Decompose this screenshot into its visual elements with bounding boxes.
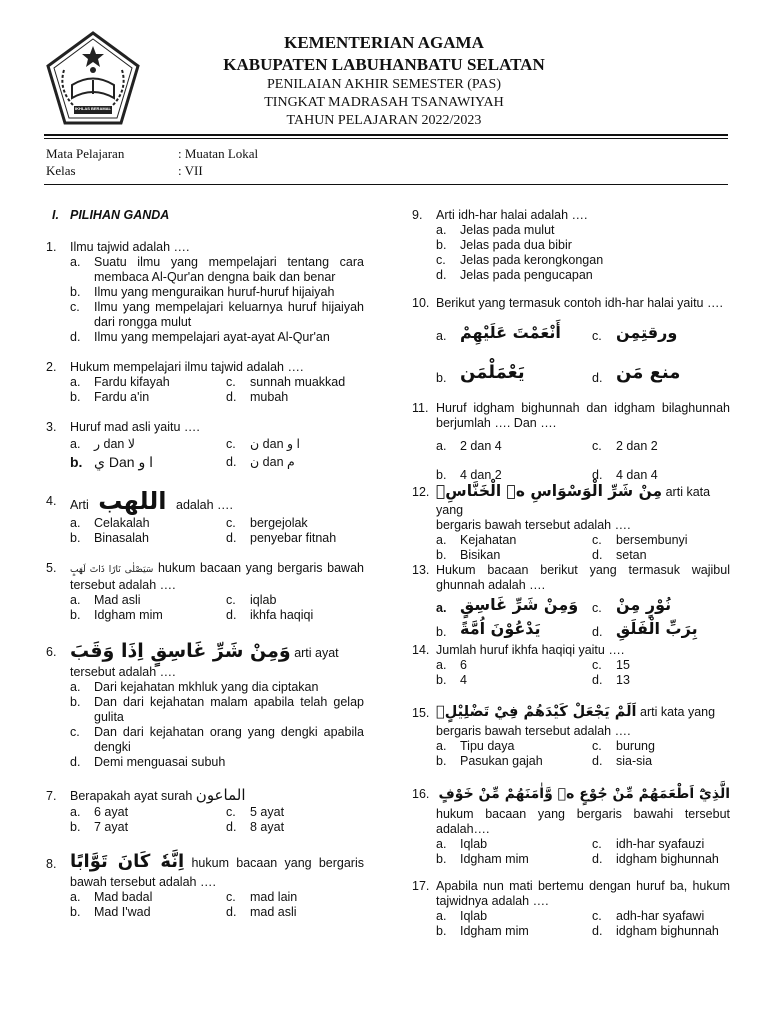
section-heading <box>46 208 364 223</box>
option-a[interactable]: a. Iqlab <box>436 909 488 923</box>
question-3: 3. Huruf mad asli yaitu …. a. ر dan لا c. ن dan ا و b. ي Dan ا و d. ن dan م <box>46 420 364 470</box>
option-b[interactable]: b. Fardu a'in <box>70 390 150 404</box>
option-a[interactable]: a. Dari kejahatan mkhluk yang dia ciptakan <box>70 680 319 694</box>
question-text: hukum bacaan yang bergaris bawahi tersebut adalah…. <box>436 807 730 836</box>
question-text: Hukum mempelajari ilmu tajwid adalah …. <box>70 360 304 374</box>
question-text: Huruf idgham bighunnah dan idgham bilaghunnah berjumlah …. Dan …. <box>436 401 730 430</box>
option-c[interactable]: c. Jelas pada kerongkongan <box>436 253 604 267</box>
option-b[interactable]: b. Binasalah <box>70 531 149 545</box>
option-b[interactable]: b. Idgham mim <box>70 608 163 622</box>
option-b[interactable]: b. ي Dan ا و <box>70 454 153 470</box>
header-divider-thin <box>44 138 728 139</box>
option-b[interactable]: b. Jelas pada dua bibir <box>436 238 572 252</box>
question-text: اِنَّهٗ كَانَ تَوَّابًا hukum bacaan yang bergaris bawah tersebut adalah …. <box>70 851 364 889</box>
option-b[interactable]: b. يَدْعُوْنَ اُمَّةً <box>436 618 541 639</box>
question-text: Arti اللهب adalah …. <box>70 487 233 515</box>
question-text: وَمِنْ شَرِّ غَاسِقٍ اِذَا وَقَبَ arti ayat <box>70 640 339 662</box>
option-d[interactable]: d. ikhfa haqiqi <box>226 608 314 622</box>
option-b[interactable]: b. Ilmu yang menguraikan huruf-huruf hijaiyah <box>70 285 335 299</box>
option-a[interactable]: a. Jelas pada mulut <box>436 223 555 237</box>
option-a[interactable]: a. Suatu ilmu yang mempelajari tentang cara membaca Al-Qur'an dengna baik dan benar <box>70 255 364 284</box>
question-text: سَيَصْلٰى نَارًا ذَاتَ لَهَبٍ hukum bacaan yang bergaris bawah tersebut adalah …. <box>70 561 364 592</box>
option-d[interactable]: d. Demi menguasai subuh <box>70 755 226 769</box>
option-a[interactable]: a. Fardu kifayah <box>70 375 170 389</box>
question-5: 5. سَيَصْلٰى نَارًا ذَاتَ لَهَبٍ hukum bacaan yang bergaris bawah tersebut adalah …. a. Mad asli c. iqlab b. Idgham mim d. ikhfa haqiqi <box>46 561 364 622</box>
option-a[interactable]: a. Iqlab <box>436 837 488 851</box>
option-a[interactable]: a. وَمِنْ شَرِّ غَاسِقٍ <box>436 594 579 615</box>
question-12: 12. مِنْ شَرِّ الْوَسْوَاسِ ەۙ الْخَنَّاسِۖ arti kata yang bergaris bawah tersebut adalah …. a. Kejahatan c. bersembunyi b. Bisikan d. setan <box>412 479 730 563</box>
question-text: Huruf mad asli yaitu …. <box>70 420 200 434</box>
question-8: 8. اِنَّهٗ كَانَ تَوَّابًا hukum bacaan yang bergaris bawah tersebut adalah …. a. Mad badal c. mad lain b. Mad I'wad d. mad asli <box>46 851 364 919</box>
question-9: 9. Arti idh-har halai adalah …. a. Jelas pada mulut b. Jelas pada dua bibir c. Jelas pada kerongkongan d. Jelas pada pengucapan <box>412 208 730 283</box>
option-c[interactable]: c. Dan dari kejahatan orang yang dengki apabila dengki <box>70 725 364 754</box>
option-a[interactable]: a. Celakalah <box>70 516 150 530</box>
question-4: 4. Arti اللهب adalah …. a. Celakalah c. bergejolak b. Binasalah d. penyebar fitnah <box>46 488 364 546</box>
question-1: 1. Ilmu tajwid adalah …. a. Suatu ilmu yang mempelajari tentang cara membaca Al-Qur'an dengna baik dan benar b. Ilmu yang menguraikan huruf-huruf hijaiyah c. Ilmu yang mempelajari keluarnya huruf hijaiyah dari rongga mulut d. Ilmu yang mempelajari ayat-ayat Al-Qur'an <box>46 240 364 344</box>
option-b[interactable]: b. 7 ayat <box>70 820 129 834</box>
option-d[interactable]: d. Ilmu yang mempelajari ayat-ayat Al-Qur'an <box>70 330 330 344</box>
subject-label: Mata Pelajaran <box>46 146 125 161</box>
arabic-term: اللهب <box>98 487 167 515</box>
option-c[interactable]: c. idh-har syafauzi <box>592 837 705 851</box>
subject-value: : Muatan Lokal <box>178 146 259 161</box>
right-column <box>412 208 730 939</box>
option-b[interactable]: b. Mad I'wad <box>70 905 151 919</box>
option-a[interactable]: a. Kejahatan <box>436 533 517 547</box>
option-c[interactable]: c. 2 dan 2 <box>592 439 658 453</box>
question-15: 15. اَلَمْ يَجْعَلْ كَيْدَهُمْ فِيْ تَضْلِيْلٍۙ arti kata yang bergaris bawah tersebut adalah …. a. Tipu daya c. burung b. Pasukan gajah d. sia-sia <box>412 700 730 769</box>
question-13: 13. Hukum bacaan berikut yang termasuk wajibul ghunnah adalah …. a. وَمِنْ شَرِّ غَاسِقٍ c. نُوْرٍ مِنْ b. يَدْعُوْنَ اُمَّةً d. بِرَبِّ الْفَلَقِ <box>412 563 730 639</box>
question-7: 7. Berapakah ayat surah الماعون a. 6 ayat c. 5 ayat b. 7 ayat d. 8 ayat <box>46 785 364 835</box>
question-text: Apabila nun mati bertemu dengan huruf ba, hukum tajwidnya adalah …. <box>436 879 730 908</box>
option-d[interactable]: d. Jelas pada pengucapan <box>436 268 593 282</box>
header-year: TAHUN PELAJARAN 2022/2023 <box>286 113 482 128</box>
option-d[interactable]: d. 4 dan 4 <box>592 468 658 482</box>
section-title: PILIHAN GANDA <box>70 208 170 222</box>
class-label: Kelas <box>46 163 76 178</box>
option-d[interactable]: d. penyebar fitnah <box>226 531 337 545</box>
class-value: : VII <box>178 163 203 178</box>
question-text: اَلَمْ يَجْعَلْ كَيْدَهُمْ فِيْ تَضْلِيْلٍۙ arti kata yang <box>436 704 716 720</box>
option-c[interactable]: c. Ilmu yang mempelajari keluarnya huruf hijaiyah dari rongga mulut <box>70 300 364 329</box>
option-d[interactable]: d. 13 <box>592 673 630 687</box>
question-text: Arti idh-har halai adalah …. <box>436 208 588 222</box>
header-regency: KABUPATEN LABUHANBATU SELATAN <box>223 55 545 74</box>
option-a[interactable]: a. 2 dan 4 <box>436 439 502 453</box>
option-c[interactable]: c. mad lain <box>226 890 298 904</box>
question-2: 2. Hukum mempelajari ilmu tajwid adalah …. a. Fardu kifayah c. sunnah muakkad b. Fardu a'in d. mubah <box>46 360 364 405</box>
option-c[interactable]: c. iqlab <box>226 593 277 607</box>
option-b[interactable]: b. Dan dari kejahatan malam apabila telah gelap gulita <box>70 695 364 724</box>
option-b[interactable]: b. Pasukan gajah <box>436 754 543 768</box>
question-text: Jumlah huruf ikhfa haqiqi yaitu …. <box>436 643 625 657</box>
option-a[interactable]: a. 6 ayat <box>70 805 129 819</box>
option-c[interactable]: c. bergejolak <box>226 516 308 530</box>
option-d[interactable]: d. sia-sia <box>592 754 653 768</box>
option-d[interactable]: d. ن dan م <box>226 455 295 469</box>
option-d[interactable]: d. idgham bighunnah <box>592 924 719 938</box>
option-c[interactable]: c. sunnah muakkad <box>226 375 346 389</box>
option-d[interactable]: d. setan <box>592 548 647 562</box>
option-c[interactable]: c. bersembunyi <box>592 533 688 547</box>
question-10: 10. Berikut yang termasuk contoh idh-har halai yaitu …. a. أَنْعَمْتَ عَلَيْهِمْ c. ورقتِمِن b. يَعْمَلْمَن d. منع مَن <box>412 296 730 387</box>
question-text: Ilmu tajwid adalah …. <box>70 240 190 254</box>
option-d[interactable]: d. mubah <box>226 390 289 404</box>
option-a[interactable]: a. 6 <box>436 658 467 672</box>
header-exam: PENILAIAN AKHIR SEMESTER (PAS) <box>266 77 501 92</box>
option-c[interactable]: c. adh-har syafawi <box>592 909 705 923</box>
arabic-verse: الَّذِيْٓ اَطْعَمَهُمْ مِّنْ جُوْعٍ ەۙ وَّاٰمَنَهُمْ مِّنْ خَوْفٍ <box>438 786 730 802</box>
question-6: 6. وَمِنْ شَرِّ غَاسِقٍ اِذَا وَقَبَ arti ayat tersebut adalah …. a. Dari kejahatan mkhluk yang dia ciptakan b. Dan dari kejahatan malam apabila telah gelap gulita c. Dan dari kejahatan orang yang dengki apabila dengki d. Demi menguasai subuh <box>46 637 364 770</box>
option-c[interactable]: c. 15 <box>592 658 630 672</box>
option-a[interactable]: a. أَنْعَمْتَ عَلَيْهِمْ <box>436 322 561 343</box>
option-d[interactable]: d. بِرَبِّ الْفَلَقِ <box>592 618 698 639</box>
question-14: 14. Jumlah huruf ikhfa haqiqi yaitu …. a. 6 c. 15 b. 4 d. 13 <box>412 643 730 688</box>
question-16: 16. الَّذِيْٓ اَطْعَمَهُمْ مِّنْ جُوْعٍ ەۙ وَّاٰمَنَهُمْ مِّنْ خَوْفٍ hukum bacaan yang bergaris bawahi tersebut adalah…. a. Iqlab c. idh-har syafauzi b. Idgham mim d. idgham bighunnah <box>412 781 730 867</box>
header-level: TINGKAT MADRASAH TSANAWIYAH <box>264 95 504 110</box>
section-number: I. <box>52 208 59 222</box>
option-c[interactable]: c. ن dan ا و <box>226 437 300 451</box>
option-a[interactable]: a. Mad asli <box>70 593 141 607</box>
question-text: Berapakah ayat surah الماعون <box>70 786 246 804</box>
option-c[interactable]: c. نُوْرٍ مِنْ <box>592 594 672 615</box>
option-d[interactable]: d. منع مَن <box>592 361 681 385</box>
option-b[interactable]: b. Bisikan <box>436 548 501 562</box>
question-text: مِنْ شَرِّ الْوَسْوَاسِ ەۙ الْخَنَّاسِۖ arti kata yang <box>436 482 711 517</box>
option-d[interactable]: d. 8 ayat <box>226 820 285 834</box>
option-d[interactable]: d. mad asli <box>226 905 297 919</box>
question-11: 11. Huruf idgham bighunnah dan idgham bilaghunnah berjumlah …. Dan …. a. 2 dan 4 c. 2 dan 2 b. 4 dan 2 d. 4 dan 4 <box>412 401 730 482</box>
left-column <box>46 208 364 920</box>
header-divider <box>44 134 728 136</box>
option-a[interactable]: a. Mad badal <box>70 890 153 904</box>
option-b[interactable]: b. 4 <box>436 673 467 687</box>
question-text: Berikut yang termasuk contoh idh-har halai yaitu …. <box>436 296 723 310</box>
option-b[interactable]: b. 4 dan 2 <box>436 468 502 482</box>
header-ministry: KEMENTERIAN AGAMA <box>284 33 484 52</box>
option-b[interactable]: b. يَعْمَلْمَن <box>436 361 525 385</box>
logo-text: IKHLAS BERAMAL <box>75 106 111 111</box>
option-c[interactable]: c. burung <box>592 739 655 753</box>
option-c[interactable]: c. ورقتِمِن <box>592 322 678 343</box>
info-divider <box>44 184 728 185</box>
option-d[interactable]: d. idgham bighunnah <box>592 852 719 866</box>
option-a[interactable]: a. Tipu daya <box>436 739 515 753</box>
option-b[interactable]: b. Idgham mim <box>436 924 529 938</box>
option-a[interactable]: a. ر dan لا <box>70 437 135 451</box>
option-c[interactable]: c. 5 ayat <box>226 805 285 819</box>
option-b[interactable]: b. Idgham mim <box>436 852 529 866</box>
question-text: Hukum bacaan berikut yang termasuk wajibul ghunnah adalah …. <box>436 563 730 592</box>
question-17: 17. Apabila nun mati bertemu dengan huruf ba, hukum tajwidnya adalah …. a. Iqlab c. adh-har syafawi b. Idgham mim d. idgham bighunnah <box>412 879 730 938</box>
